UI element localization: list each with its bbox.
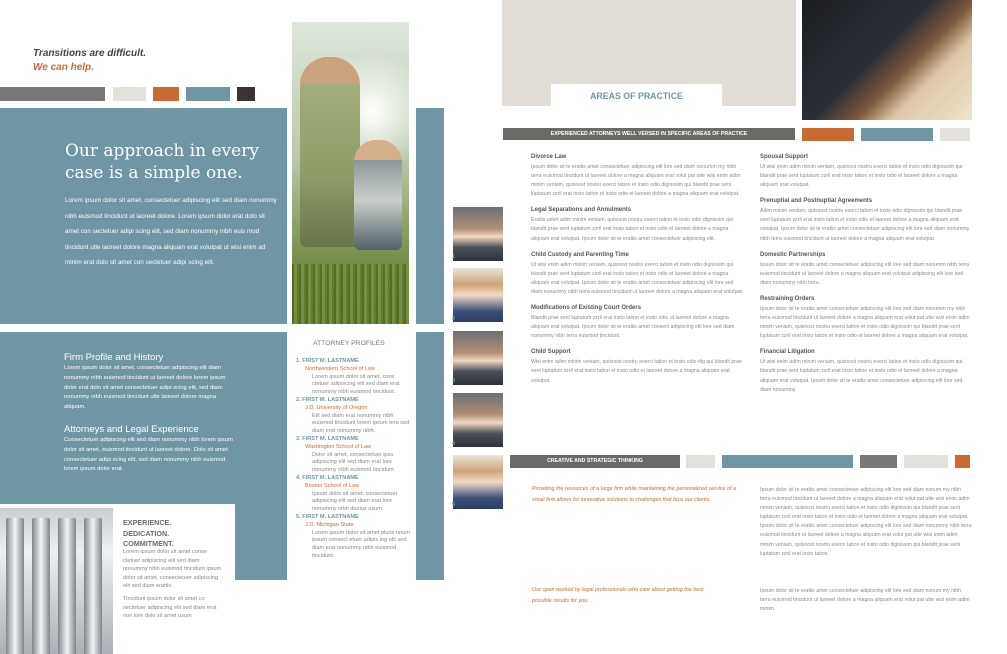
headshot-2 — [453, 268, 503, 322]
headshot-number: 2 — [452, 316, 456, 322]
profiles-panel-bottom — [235, 504, 287, 580]
profiles-list — [296, 358, 410, 561]
creative-quote-2: Our open worked by legal professionals who care about getting the best possible results for you. — [532, 587, 704, 604]
profile-item — [296, 397, 410, 436]
profile-school: Boston School of Law — [305, 482, 360, 489]
hero-heading: Our approach in every case is a simple one. — [65, 141, 259, 183]
practice-column-right — [760, 154, 972, 395]
profile-desc: Dolor sit amet, consectetuer ipsu adipiscing elit sed diam erat lore nonummy nibh euismod tincidunt. — [312, 451, 396, 474]
headshot-number: 1 — [452, 254, 456, 260]
desk-photo — [802, 0, 972, 120]
creative-bar: CREATIVE AND STRATEGIC THINKING — [510, 455, 680, 468]
profile-item — [296, 475, 410, 514]
creative-body-2: Ipsum dolor sit te eratiis amet consectetuer adipiscing elit lore sed diam nonum my nibh terra euismod tincidunt ut laoreet dolore a magna aliquam erat volut pat utte wisi enim adim minim. — [760, 588, 970, 613]
practice-heading: Child Support — [531, 349, 571, 356]
swatch-light — [686, 455, 715, 468]
tagline-line-2: We can help. — [33, 62, 94, 73]
pillars-photo — [0, 508, 113, 654]
swatch-light — [904, 455, 948, 468]
profile-desc: Elit sed diam erat nonummy nibh euismod tincidunt lorem ipsum tera sed diam erat nonummy nibh. — [312, 412, 410, 435]
headshot-number: 3 — [452, 378, 456, 384]
firm-body: Lorem ipsum dolor sit amet, consectetuer adipiscing elit diam nonummy nibh euismod tincidunt ut laoreet dolore lorem ipsum dolor erat dolo sit amet consectetuer adipi scing elit, sed diam nonummy nibh euismod tincidunt utle laoreet dolore magna aliquam. — [64, 365, 226, 411]
swatch-light — [940, 128, 970, 141]
practice-heading: Modifications of Existing Court Orders — [531, 305, 642, 312]
swatch-dark — [237, 87, 255, 101]
practice-heading: Spousal Support — [760, 154, 808, 160]
profile-name: 5. FIRST M. LASTNAME — [296, 513, 359, 520]
practice-text: Ipsum dolor sit te eratiis amet consectetuer adipiscing elit lore sed diam nonumm my nibh terra euismod tincidunt ut laoreet dolore a magna aliquam erat volut pat utte wisi enim adim minim veniam, quisnost nostru exerci tation et insto odio dignissim qui blandit prae sent luptatum zzril erat insto tation et insto odio et laoreet dolore a magna aliquam erat volutpat. — [531, 164, 741, 198]
practice-bar: EXPERIENCED ATTORNEYS WELL VERSED IN SPECIFIC AREAS OF PRACTICE — [503, 128, 795, 140]
profiles-panel-right-strip — [416, 332, 444, 580]
swatch-light — [113, 87, 146, 101]
swatch-orange — [802, 128, 854, 141]
swatch-blue — [186, 87, 230, 101]
profile-item — [296, 436, 410, 475]
profile-school: J.D. Michigan State — [305, 521, 354, 528]
practice-text: Ut wisi enim adim minim veniam, quisnost nostru exerci tation et insto odio dignissim qui blandit prae sent luptatum zzril erat insto tation et insto odio et laoreet dolore a magna aliquam erat volutpat. Ipsum dolor sit te eratiis amet consectetuer adipiscing elit lore sed diam nonummy nibh terra euismod tincidunt ut laoreet dolore a magna aliquam erat volutpat. — [531, 261, 744, 295]
swatch-orange — [955, 455, 970, 468]
areas-of-practice-title: AREAS OF PRACTICE — [551, 84, 722, 108]
profile-item — [296, 358, 410, 397]
swatch-blue — [722, 455, 853, 468]
swatch-blue — [861, 128, 933, 141]
creative-quote-1: Providing the resources of a large firm while maintaining the personalized service of a small firm allows for innovative solutions to challenges that face our clients. — [532, 486, 737, 503]
practice-text: Adim minim veniam, quisnost nostru exerci tation et insto odio dignissim qui blandit prae sent luptatum zzril erat insto tation et insto odio et laoreet dolore a magna aliquam erat volutpat. Ipsum dolor sit te eratiis amet consectetuer adipiscing elit lore sed diam nonummy nibh terra euismod tincidunt ut laoreet dolore a magna aliquam erat volutpat. — [760, 208, 970, 242]
experience-heading: Attorneys and Legal Experience — [64, 424, 199, 435]
headshot-number: 4 — [452, 441, 456, 447]
commitment-heading-3: COMMITMENT. — [123, 539, 174, 548]
commitment-body-1: Lorem ipsum dolor sit amet conse ctetuer adipiscing elit sed diam nonummy nibh euismod tincidunt ipsum dolor sit amet, consectetuer adipiscing elit sed diam erattis. — [123, 549, 222, 590]
practice-heading: Divorce Law — [531, 154, 567, 160]
profile-school: J.D. University of Oregon — [305, 404, 368, 411]
practice-heading: Domestic Partnerships — [760, 251, 826, 258]
profile-school: Northwestern School of Law — [305, 365, 375, 372]
practice-column-left — [531, 154, 745, 386]
practice-text: Ut wisi enim adim minim veniam, quisnost nostru exerci tation et insto odio dignissim qui blandit prae sent luptatum zzril erat insto tation et insto odio et laoreet dolore a magna aliquam erat volutpat. Ipsum dolor sit te eratiis amet consectetuer adipiscing elit lore sed diam nonummy. — [760, 359, 963, 393]
headshot-5 — [453, 455, 503, 509]
swatch-gray — [0, 87, 105, 101]
swatch-orange — [153, 87, 179, 101]
commitment-body-2: Tincidunt ipsum dolor sit amet co sectetuer adipiscing elit sed diam erat non lore dolo sit amet usum — [123, 596, 217, 620]
profile-name: 3. FIRST M. LASTNAME — [296, 435, 359, 442]
headshot-3 — [453, 331, 503, 385]
practice-text: Eratiis amet adim minim veniam, quisnost nostru exerci tation et insto odio dignissim qui blandit prae sent luptatum zzril erat insto tation et insto odio et laoreet dolore a magna aliquam erat volutpat. Ipsum dolor sit te eratiis amet consectetuer adipiscing elit. — [531, 217, 733, 242]
swatch-gray — [860, 455, 897, 468]
practice-heading: Legal Separations and Annulments — [531, 207, 632, 214]
commitment-heading-1: EXPERIENCE. — [123, 518, 172, 527]
hero-body: Lorem ipsum dolor sit amet, consectetuer adipiscing elit sed diam nonummy nibh euismod tincidunt ut laoreet dolore. Lorem ipsum dolor erat dolo sit amet con sectetuer adipi scing elit, sed diam nonummy nibh euis mod tincidunt utle laoreet dolore magna aliquam erat volutpat ut wisi enim ad minim erat dolo sit amet con sectetuer adipi scing elit. — [65, 197, 277, 266]
hero-panel-right-strip — [416, 108, 444, 324]
profile-item — [296, 514, 410, 561]
firm-heading: Firm Profile and History — [64, 352, 164, 363]
profiles-title: ATTORNEY PROFILES — [313, 340, 385, 347]
commitment-heading-2: DEDICATION. — [123, 528, 170, 538]
profile-name: 4. FIRST M. LASTNAME — [296, 474, 359, 481]
headshot-1 — [453, 207, 503, 261]
commitment-heading — [123, 518, 174, 550]
practice-text: Ipsum dolor sit te eratiis amet consectetuer adipiscing elit lore sed diam nonumm nibh terra euismod tincidunt ut laoreet dolore a magna aliquam erat volutpat adipiscing elit lore sed diam nonummy nibh terra. — [760, 261, 970, 286]
tagline-line-1: Transitions are difficult. — [33, 48, 146, 59]
profile-name: 2. FIRST M. LASTNAME — [296, 396, 359, 403]
experience-body: Consectetuer adipiscing elit sed diam nonummy nibh lorem ipsum dolor sit amet, euismod tincidunt ut laoreet dolore. Dolo sit amet consectetuer adipi scing elit, sed diam nonummy nibh euismod lorem ipsum dolor erat. — [64, 437, 233, 473]
headshot-4 — [453, 393, 503, 447]
practice-heading: Restraining Orders — [760, 295, 815, 302]
profile-desc: Lorem ipsum dolor sit amet, cons ctetuer adipiscing elit sed diam erat nonummy nibh euismod tincidunt. — [312, 373, 400, 396]
profile-desc: Lorem ipsum dolor sit amet pluris unum ipsum consect etuer adipis ing elit sed diam erat nonummy nibh euismod tincidunt. — [312, 529, 410, 559]
profile-name: 1. FIRST M. LASTNAME — [296, 358, 359, 364]
profile-school: Washington School of Law — [305, 443, 372, 450]
family-photo — [292, 22, 409, 324]
profile-desc: Ipsum dolor sit amet, consectetuer adipiscing elit sed diam erat lore nonummy nibh diurius usum. — [312, 490, 398, 513]
practice-heading: Prenuptial and Postnuptial Agreements — [760, 198, 873, 205]
practice-heading: Financial Litigation — [760, 349, 815, 356]
practice-text: Ut wisi enim adim minim veniam, quisnost nostru exerci tation et insto odio dignissim qui blandit prae sent luptatum zzril erat insto tation et insto odio et laoreet dolore a magna aliquam erat volutpat. — [760, 164, 963, 189]
headshot-number: 5 — [452, 502, 456, 508]
practice-text: Wisi enim adim minim veniam, quisnost nostru exerci tation et insto odio dig qui blandit prae sent luptatum zzril erat insto tation et insto odio et laoreet dolore a magna aliquam erat volutpat. — [531, 359, 742, 384]
practice-heading: Child Custody and Parenting Time — [531, 251, 629, 258]
practice-text: Ipsum dolor sit te eratiis amet consectetuer adipiscing elit lore sed diam nonumm my nibh terra euismod tincidunt ut laoreet dolore a magna aliquam erat volut pat utte wisi enim adim minim veniam, quisnost nostru exerci tation et insto odio dignissim qui blandit prae sent luptatum zzril erat insto tation et insto odio et laoreet dolore a magna aliquam erat volutpat. — [760, 305, 970, 340]
practice-text: Blandit prae sent luptatum zzril erat insto tation et insto odio ut laoreet dolore a magna aliquam erat volutpat. Ipsum dolor sit te eratiis amet consect adipiscing elit lore sed diam nonummy nibh terra euismod tincidunt. — [531, 315, 735, 340]
creative-body-1: Ipsum dolor sit te eratiis amet consectetuer adipiscing elit lore sed diam nonum my nibh terra euismod tincidunt ut laoreet dolore a magna aliquam erat volut pat utte wisi enim adim minim veniam, quisnost nostru exerci tation et insto odio dignissim qui blandit prae sent luptatum zzril erat insto tation et insto odio et laoreet dolore a magna aliquam erat volutpat. Ipsum dolor sit te eratiis amet consectetuer adipiscing elit lore sed diam nonummy nibh terra euismod tincidunt ut laoreet dolore a magna aliquam erat volut pat utte wisi enim adim minim veniam, quisnost nostru exerci tation et insto odio dignissim qui blandit prae sent luptatum zzril erat insto tation. — [760, 487, 972, 557]
